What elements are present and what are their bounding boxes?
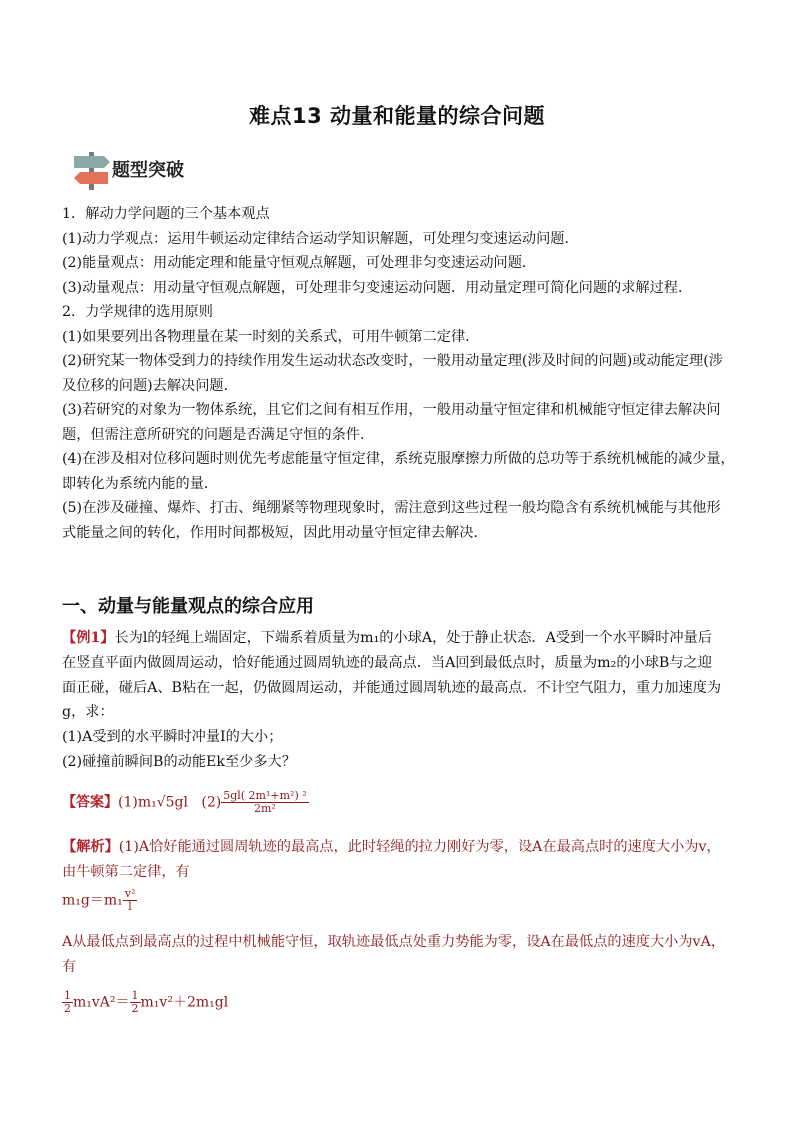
answer-line [62, 790, 309, 815]
equation-2 [62, 990, 228, 1015]
fraction-numerator: 1 [64, 989, 71, 1002]
badge-label: 题型突破 [112, 160, 184, 181]
example-tag: 【例1】 [62, 630, 115, 646]
text-line: (4)在涉及相对位移问题时则优先考虑能量守恒定律，系统克服摩擦力所做的总功等于系统机械能的减少量， [62, 451, 735, 467]
text-line: 即转化为系统内能的量． [62, 475, 219, 492]
fraction-denominator: 2 [131, 1002, 139, 1015]
text-line: (1)如果要列出各物理量在某一时刻的关系式，可用牛顿第二定律． [62, 328, 480, 345]
example-line [62, 626, 740, 651]
example-block [62, 626, 740, 775]
equation-term: m₁v²＋2m₁gl [140, 994, 229, 1011]
equation-fraction [123, 888, 138, 913]
analysis-line: 有 [62, 958, 77, 975]
analysis-line: A从最低点到最高点的过程中机械能守恒，取轨迹最低点处重力势能为零，设A在最低点的速度大小为vA， [62, 934, 726, 950]
equation-left: m₁g＝m₁ [62, 892, 123, 909]
analysis-tag: 【解析】 [62, 839, 119, 855]
signpost-icon [72, 150, 112, 192]
fraction-numerator: 5gl( 2m¹+m²) ² [223, 789, 307, 802]
example-text: 长为l的轻绳上端固定，下端系着质量为m₁的小球A，处于静止状态．A受到一个水平瞬时冲量后 [114, 630, 712, 646]
fraction-numerator: v² [124, 887, 136, 900]
text-line: (3)若研究的对象为一物体系统，且它们之间有相互作用，一般用动量守恒定律和机械能守恒定律去解决问 [62, 402, 721, 418]
text-line: 题，但需注意所研究的问题是否满足守恒的条件． [62, 426, 375, 443]
intro-text [62, 202, 740, 545]
fraction-denominator: 2m² [254, 802, 276, 815]
fraction-denominator: 2 [64, 1002, 71, 1015]
text-line: (1)动力学观点：运用牛顿运动定律结合运动学知识解题，可处理匀变速运动问题． [62, 230, 579, 247]
analysis-text: (1)A恰好能通过圆周轨迹的最高点，此时轻绳的拉力刚好为零，设A在最高点时的速度大小为v， [118, 839, 721, 855]
example-line: (1)A受到的水平瞬时冲量I的大小； [62, 729, 283, 746]
fraction-denominator: l [128, 900, 132, 913]
text-line: 及位移的问题)去解决问题． [62, 377, 238, 394]
text-line: (5)在涉及碰撞、爆炸、打击、绳绷紧等物理现象时，需注意到这些过程一般均隐含有系统机械能与其他形 [62, 500, 721, 516]
page-title: 难点13 动量和能量的综合问题 [248, 104, 546, 128]
example-line: (2)碰撞前瞬间B的动能Ek至少多大？ [62, 753, 296, 770]
section-heading: 一、动量与能量观点的综合应用 [62, 596, 314, 617]
answer-fraction [221, 790, 308, 815]
answer-tag: 【答案】 [62, 794, 118, 811]
text-line: 式能量之间的转化，作用时间都极短，因此用动量守恒定律去解决． [62, 524, 488, 541]
text-line: 2．力学规律的选用原则 [62, 304, 213, 320]
analysis-line: 由牛顿第二定律，有 [62, 863, 190, 880]
fraction-numerator: 1 [131, 989, 139, 1002]
analysis-block [62, 835, 742, 884]
text-line: (2)能量观点：用动能定理和能量守恒观点解题，可处理非匀变速运动问题． [62, 255, 537, 271]
example-line: g，求： [62, 704, 114, 721]
answer-part2-prefix: (2) [201, 794, 222, 811]
equation-fraction [62, 990, 73, 1015]
answer-part1: (1)m₁√5gl [118, 794, 188, 811]
analysis-block-2 [62, 930, 742, 979]
text-line: (2)研究某一物体受到力的持续作用发生运动状态改变时，一般用动量定理(涉及时间的问题)或动能定理(涉 [62, 353, 723, 369]
equation-1 [62, 888, 137, 913]
example-line: 面正碰，碰后A、B粘在一起，仍做圆周运动，并能通过圆周轨迹的最高点．不计空气阻力，重力加速度为 [62, 679, 722, 696]
section-badge [72, 150, 212, 192]
example-line: 在竖直平面内做圆周运动，恰好能通过圆周轨迹的最高点．当A回到最低点时，质量为m₂的小球B与之迎 [62, 654, 712, 671]
text-line: (3)动量观点：用动量守恒观点解题，可处理非匀变速运动问题．用动量定理可简化问题的求解过程． [62, 279, 693, 296]
equation-fraction [130, 990, 141, 1015]
text-line: 1．解动力学问题的三个基本观点 [62, 206, 270, 222]
analysis-line [62, 835, 742, 860]
equation-term: m₁vA²＝ [73, 994, 130, 1011]
